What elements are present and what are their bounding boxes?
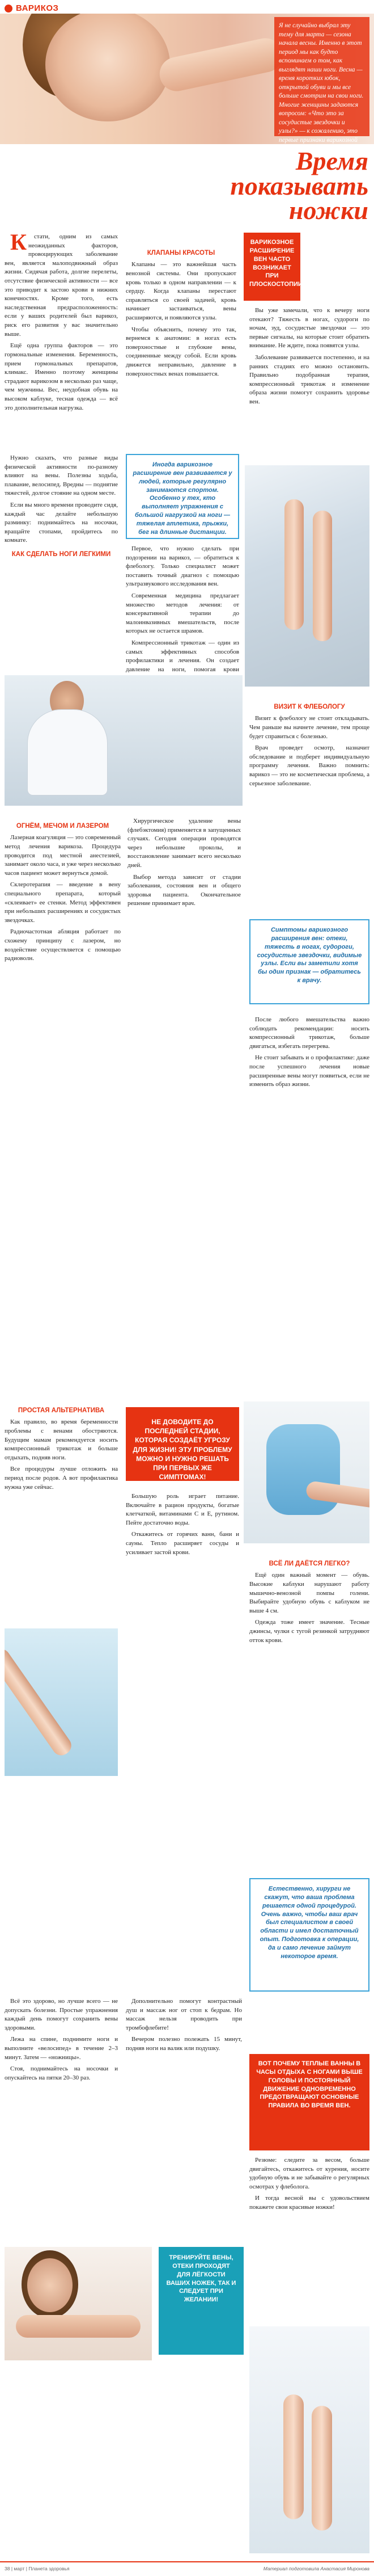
headline-line-1: Время <box>295 146 368 175</box>
paragraph: Лазерная коагуляция — это современный метод лечения варикоза. Процедура проводится под местной анестезией, занимает около часа, и уже через несколько часов пациент может вернуться домой. <box>5 834 121 877</box>
paragraph: Не стоит забывать и о профилактике: даже после успешного лечения новые расширенные вены могут появиться, если не изменить образ жизни. <box>249 1054 369 1088</box>
section-tag <box>5 3 58 13</box>
callout-blue-2: Симптомы варикозного расширения вен: отеки, тяжесть в ногах, судороги, сосудистые звездочки, видимые узлы. Если вы заметили хотя бы один признак — обратитесь к врачу. <box>249 919 369 1004</box>
paragraph: Большую роль играет питание. Включайте в рацион продукты, богатые клетчаткой, витаминами С и Е, рутином. Пейте достаточно воды. <box>126 1493 239 1526</box>
paragraph: Первое, что нужно сделать при подозрении на варикоз, — обратиться к флебологу. Только специалист может поставить точный диагноз с помощью ультразвукового исследования вен. <box>126 545 239 588</box>
paragraph: Дополнительно помогут контрастный душ и массаж ног от стоп к бедрам. Но массаж нельзя проводить при тромбофлебите! <box>126 1998 242 2031</box>
column-3-low <box>249 1016 369 1092</box>
paragraph: Ещё одна группа факторов — это гормональные изменения. Беременность, прием гормональных препаратов, климакс. Именно поэтому женщины страдают варикозом в несколько раз чаще, чем мужчины. Вес, неудобная обувь на высоком каблуке, тесная одежда — всё это дополнительная нагрузка. <box>5 342 118 411</box>
column-1-end <box>5 1997 118 2085</box>
woman-arm-shape <box>16 2315 141 2338</box>
paragraph: Ещё один важный момент — обувь. Высокие каблуки нарушают работу мышечно-венозной помпы голени. Выбирайте удобную обувь с каблуком не выше 4 см. <box>249 1572 369 1614</box>
paragraph: Откажитесь от горячих ванн, бани и сауны. Тепло расширяет сосуды и усиливает застой крови. <box>126 1531 239 1556</box>
subhead-care: ВСЁ ЛИ ДАЁТСЯ ЛЕГКО? <box>269 1560 350 1567</box>
callout-red-2: НЕ ДОВОДИТЕ ДО ПОСЛЕДНЕЙ СТАДИИ, КОТОРАЯ СОЗДАЁТ УГРОЗУ ДЛЯ ЖИЗНИ! ЭТУ ПРОБЛЕМУ МОЖНО И НУЖНО РЕШАТЬ ПРИ ПЕРВЫХ ЖЕ СИМПТОМАХ! <box>126 1407 239 1481</box>
photo-woman-portrait <box>5 2247 152 2360</box>
callout-blue-1: Иногда варикозное расширение вен развивается у людей, которые регулярно занимаются спортом. Особенно у тех, кто выполняет упражнения с большой нагрузкой на ноги — тяжелая атлетика, прыжки, бег на длинные дистанции. <box>126 454 239 539</box>
headline-line-3: ножки <box>288 196 368 225</box>
photo-doctor <box>5 675 243 806</box>
paragraph: Чтобы объяснить, почему это так, вернемся к анатомии: в ногах есть поверхностные и глубокие вены, соединенные между собой. Если кровь движется неправильно, давление в поверхностных венах повышается. <box>126 326 236 377</box>
subhead-valves: КЛАПАНЫ КРАСОТЫ <box>147 250 215 256</box>
paragraph: Как правило, во время беременности проблемы с венами обостряются. Будущим мамам рекомендуется носить компрессионный трикотаж и больше отдыхать, подняв ноги. <box>5 1419 118 1461</box>
footer-page-info: 38 | март | Планета здоровья <box>5 2566 70 2571</box>
section-dot-icon <box>5 5 12 12</box>
paragraph: Склеротерапия — введение в вену специального препарата, который «склеивает» ее стенки. Метод эффективен при небольших расширениях и сосудистых звездочках. <box>5 881 121 924</box>
callout-red-1: ВАРИКОЗНОЕ РАСШИРЕНИЕ ВЕН ЧАСТО ВОЗНИКАЕТ ПРИ ПЛОСКОСТОПИИ. <box>244 233 300 301</box>
subhead-phlebologist: ВИЗИТ К ФЛЕБОЛОГУ <box>274 704 345 710</box>
headline-line-2: показывать <box>230 171 368 200</box>
paragraph: Вечером полезно полежать 15 минут, подняв ноги на валик или подушку. <box>126 2036 242 2052</box>
headline <box>102 146 368 225</box>
paragraph: И тогда весной вы с удовольствием покажете свои красивые ножки! <box>249 2195 369 2211</box>
column-2-top <box>126 244 236 381</box>
paragraph: Кстати, одним из самых неожиданных факторов, провоцирующих заболевание вен, является малоподвижный образ жизни. Сидячая работа, долгие перелеты, отсутствие физической активности — все это приводит к застою крови в нижних конечностях. Кроме того, есть наследственная предрасположенность: если у ваших родителей был варикоз, риск его развития у вас значительно выше. <box>5 229 118 338</box>
section-label: ВАРИКОЗ <box>16 3 59 13</box>
foot-shape <box>283 2394 304 2519</box>
callout-red-3: ВОТ ПОЧЕМУ ТЕПЛЫЕ ВАННЫ В ЧАСЫ ОТДЫХА С НОГАМИ ВЫШЕ ГОЛОВЫ И ПОСТОЯННЫЙ ДВИЖЕНИЕ ОДНОВРЕМЕННО ПРЕДОТВРАЩАЮТ ОСНОВНЫЕ ПРАВИЛА ВО ВРЕМЯ ВЕН. <box>249 2054 369 2150</box>
callout-teal: ТРЕНИРУЙТЕ ВЕНЫ, ОТЕКИ ПРОХОДЯТ ДЛЯ ЛЁГКОСТИ ВАШИХ НОЖЕК, ТАК И СЛЕДУЕТ ПРИ ЖЕЛАНИИ! <box>159 2247 244 2355</box>
paragraph: Нужно сказать, что разные виды физической активности по-разному влияют на вены. Полезны ходьба, плавание, велосипед. Вредны — поднятие тяжестей, долгое стояние на одном месте. <box>5 454 118 497</box>
column-3-top <box>249 306 369 410</box>
leg-shape <box>284 499 304 630</box>
paragraph: Компрессионный трикотаж — один из самых эффективных способов профилактики и лечения. Он создает давление на ноги, помогая крови <box>126 639 239 673</box>
paragraph: Если вы много времени проводите сидя, каждый час делайте небольшую разминку: поднимайтесь на носочки, вращайте стопами, пройдитесь по комнате. <box>5 502 118 544</box>
foot-shape <box>312 2406 332 2531</box>
photo-sitting-woman <box>244 1401 369 1543</box>
stretch-leg-shape <box>5 1645 75 1759</box>
paragraph: Резюме: следите за весом, больше двигайтесь, откажитесь от курения, носите удобную обувь и не забывайте о регулярных осмотрах у флеболога. <box>249 2157 369 2190</box>
subhead-alternative: ПРОСТАЯ АЛЬТЕРНАТИВА <box>18 1407 105 1414</box>
paragraph: Стоя, поднимайтесь на носочки и опускайтесь на пятки 20–30 раз. <box>5 2065 118 2081</box>
column-2-low <box>128 817 241 911</box>
paragraph: Клапаны — это важнейшая часть венозной системы. Они пропускают кровь только в одном направлении — к сердцу. Когда клапаны перестают справляться со своей задачей, кровь начинает застаиваться, вены расширяются, и появляются узлы. <box>126 261 236 321</box>
column-2-end <box>126 1997 242 2056</box>
subhead-light-legs: КАК СДЕЛАТЬ НОГИ ЛЕГКИМИ <box>11 551 111 558</box>
photo-stretching <box>5 1628 118 1776</box>
hero-leg-shape <box>156 35 286 94</box>
paragraph: Лежа на спине, поднимите ноги и выполните «велосипед» в течение 2–3 минут. Затем — «ножницы». <box>5 2036 118 2061</box>
paragraph: Радиочастотная абляция работает по схожему принципу с лазером, но воздействие осуществляется с помощью радиоволн. <box>5 928 121 962</box>
hero-image <box>0 14 374 144</box>
paragraph: Одежда тоже имеет значение. Тесные джинсы, чулки с тугой резинкой затрудняют отток крови. <box>249 1619 369 1644</box>
column-1-mid <box>5 454 118 562</box>
footer-rule <box>0 2561 374 2562</box>
column-1-bottom <box>5 1401 118 1495</box>
column-1-top <box>5 229 118 415</box>
column-2-mid <box>126 545 239 686</box>
paragraph: Хирургическое удаление вены (флебэктомия) применяется в запущенных случаях. Сегодня операции проводятся через небольшие проколы, и восстановление занимает всего несколько дней. <box>128 818 241 869</box>
paragraph: Всё это здорово, но лучше всего — не допускать болезни. Простые упражнения каждый день помогут сохранить вены здоровыми. <box>5 1998 118 2031</box>
paragraph: Выбор метода зависит от стадии заболевания, состояния вен и общего здоровья пациента. Окончательное решение принимает врач. <box>128 873 241 907</box>
paragraph: Врач проведет осмотр, назначит обследование и подберет индивидуальную программу лечения. Важно помнить: варикоз — это не косметическая проблема, а серьезное заболевание. <box>249 744 369 787</box>
hero-face-shape <box>45 14 170 121</box>
paragraph: Все процедуры лучше отложить на период после родов. А вот профилактика нужна уже сейчас. <box>5 1466 118 1491</box>
column-2-bottom <box>126 1492 239 1560</box>
photo-legs <box>245 465 369 687</box>
paragraph: После любого вмешательства важно соблюдать рекомендации: носить компрессионный трикотаж, больше двигаться, избегать перегрева. <box>249 1016 369 1050</box>
intro-box: Я не случайно выбрал эту тему для марта — сезона начала весны. Именно в этот период мы как будто вспоминаем о том, как выглядят наши ноги. Весна — время коротких юбок, открытой обуви и мы все больше смотрим на свои ноги. Многие женщины задаются вопросом: «Что это за сосудистые звездочки и узлы?» — к сожалению, это первые признаки варикозной <box>274 17 369 136</box>
paragraph: Вы уже замечали, что к вечеру ноги отекают? Тяжесть в ногах, судороги по ночам, зуд, сосудистые звездочки — это первые сигналы, на которые стоит обратить внимание. Не ждите, пока появятся узлы. <box>249 307 369 350</box>
footer-credit: Материал подготовила Анастасия Миронова <box>263 2566 369 2571</box>
subhead-laser: ОГНЁМ, МЕЧОМ И ЛАЗЕРОМ <box>16 823 109 830</box>
paragraph: Заболевание развивается постепенно, и на ранних стадиях его можно остановить. Правильно подобранная терапия, компрессионный трикотаж и изменение образа жизни помогут сохранить здоровье вен. <box>249 354 369 406</box>
column-3-bottom <box>249 1555 369 1648</box>
column-1-low <box>5 817 121 966</box>
photo-feet <box>249 2326 369 2553</box>
column-3-end <box>249 2156 369 2215</box>
paragraph: Современная медицина предлагает множество методов лечения: от консервативной терапии до малоинвазивных вмешательств, после которых не остается шрамов. <box>126 592 239 635</box>
callout-blue-3: Естественно, хирурги не скажут, что ваша проблема решается одной процедурой. Очень важно, чтобы ваш врач был специалистом в своей области и имел достаточный опыт. Подготовка к операции, да и само лечение займут некоторое время. <box>249 1878 369 1992</box>
leg-shape <box>313 511 332 641</box>
paragraph: Визит к флебологу не стоит откладывать. Чем раньше вы начнете лечение, тем проще будет справиться с болезнью. <box>249 715 369 740</box>
doctor-coat-shape <box>27 709 108 795</box>
woman-head-shape <box>27 2258 73 2312</box>
column-3-mid <box>249 698 369 791</box>
